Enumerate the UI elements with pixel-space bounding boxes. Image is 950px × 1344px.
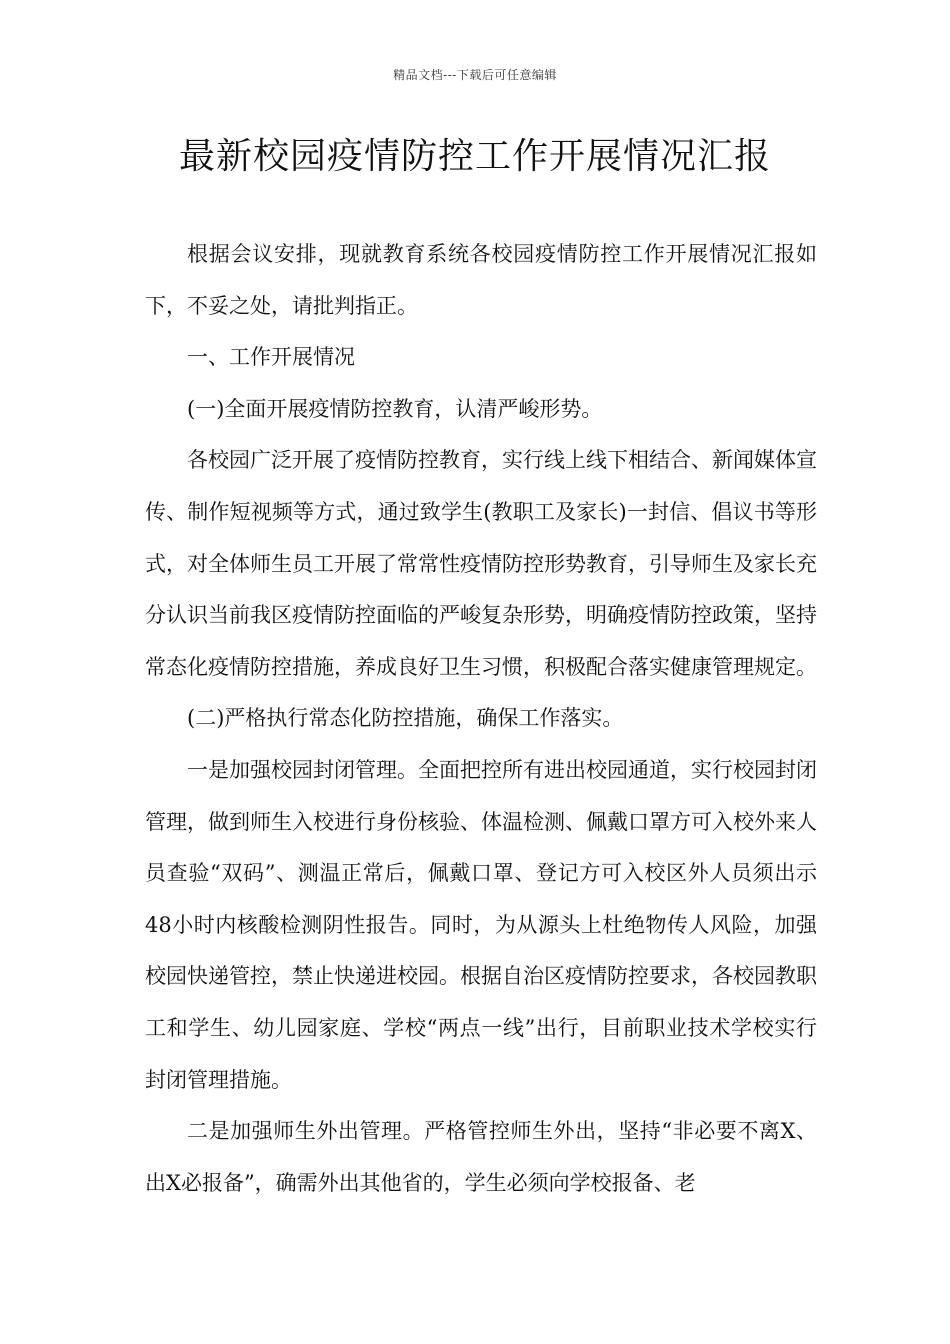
paragraph: 一是加强校园封闭管理。全面把控所有进出校园通道，实行校园封闭管理，做到师生入校进行身份核验、体温检测、佩戴口罩方可入校外来人员查验“双码”、测温正常后，佩戴口罩、登记方可入校区外人员须出示48小时内核酸检测阴性报告。同时，为从源头上杜绝物传人风险，加强校园快递管控，禁止快递进校园。根据自治区疫情防控要求，各校园教职工和学生、幼儿园家庭、学校“两点一线”出行，目前职业技术学校实行封闭管理措施。 <box>145 757 817 1092</box>
header-note: 精品文档---下载后可任意编辑 <box>393 68 557 82</box>
subsection-heading: (一)全面开展疫情防控教育，认清严峻形势。 <box>187 396 603 421</box>
paragraph: 二是加强师生外出管理。严格管控师生外出，坚持“非必要不离X、出X必报备”，确需外出其他省的，学生必须向学校报备、老 <box>145 1119 817 1195</box>
document-body <box>145 229 817 1209</box>
paragraph: 各校园广泛开展了疫情防控教育，实行线上线下相结合、新闻媒体宣传、制作短视频等方式，通过致学生(教职工及家长)一封信、倡议书等形式，对全体师生员工开展了常常性疫情防控形势教育，引导师生及家长充分认识当前我区疫情防控面临的严峻复杂形势，明确疫情防控政策，坚持常态化疫情防控措施，养成良好卫生习惯，积极配合落实健康管理规定。 <box>145 448 817 679</box>
document-title: 最新校园疫情防控工作开展情况汇报 <box>178 136 771 177</box>
section-heading: 一、工作开展情况 <box>187 345 355 370</box>
subsection-heading: (二)严格执行常态化防控措施，确保工作落实。 <box>187 706 624 731</box>
paragraph-intro: 根据会议安排，现就教育系统各校园疫情防控工作开展情况汇报如下，不妥之处，请批判指正。 <box>145 242 817 318</box>
